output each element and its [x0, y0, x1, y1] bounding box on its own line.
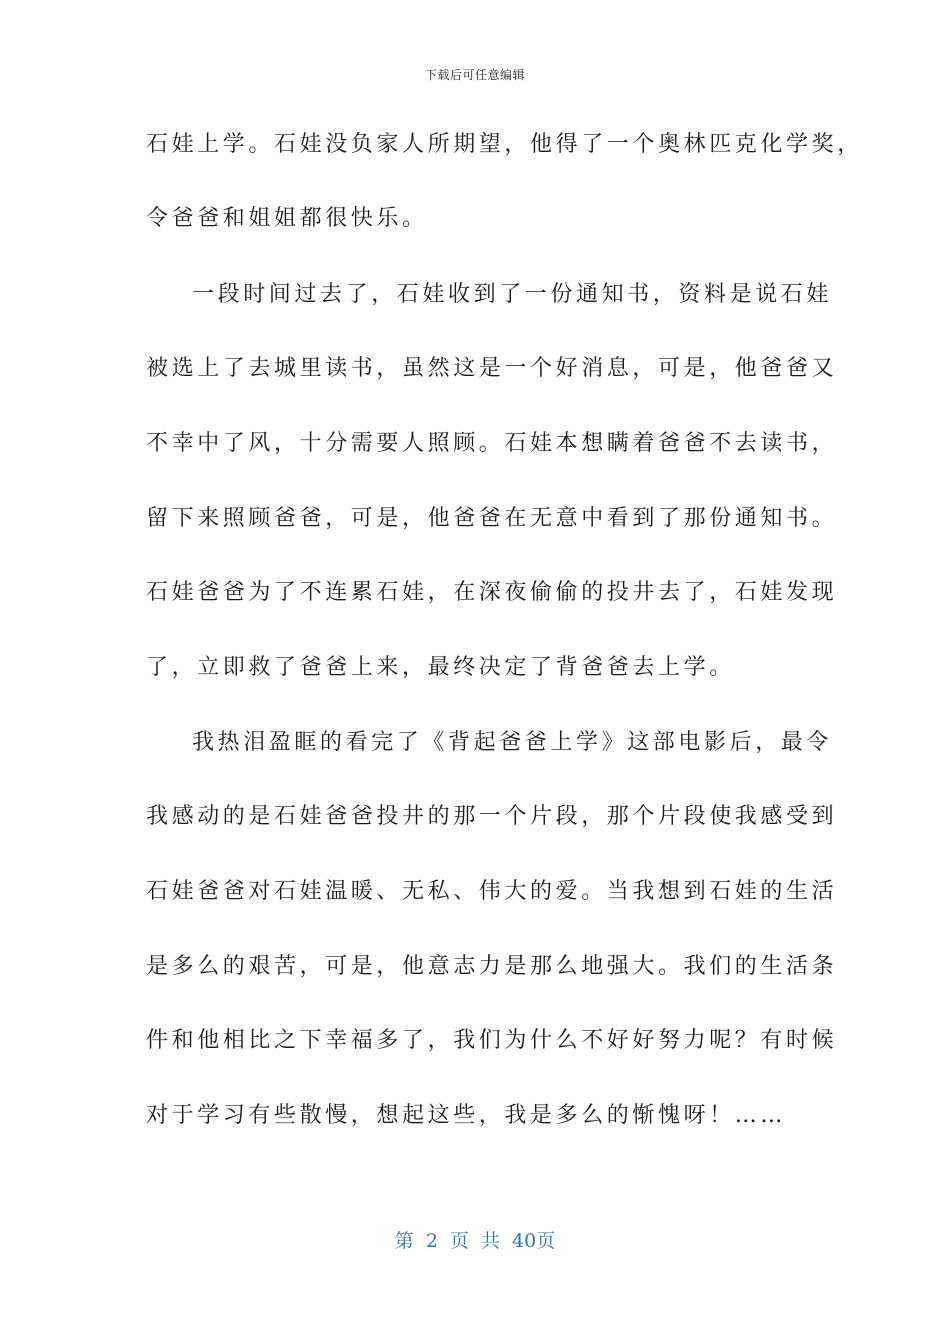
body-line-8: 了，立即救了爸爸上来，最终决定了背爸爸去上学。	[146, 655, 735, 680]
body-line-14: 对于学习有些散慢，想起这些，我是多么的惭愧呀！……	[146, 1103, 787, 1128]
body-line-2: 令爸爸和姐姐都很快乐。	[146, 206, 428, 231]
body-line-4: 被选上了去城里读书，虽然这是一个好消息，可是，他爸爸又	[146, 356, 838, 381]
body-line-3: 一段时间过去了，石娃收到了一份通知书，资料是说石娃	[192, 282, 833, 307]
page-header: 下载后可任意编辑	[424, 68, 525, 82]
body-line-10: 我感动的是石娃爸爸投井的那一个片段，那个片段使我感受到	[146, 804, 838, 829]
page-number-footer: 第 2 页 共 40页	[394, 1230, 556, 1252]
body-line-13: 件和他相比之下幸福多了，我们为什么不好好努力呢？有时候	[146, 1028, 838, 1053]
body-line-9: 我热泪盈眶的看完了《背起爸爸上学》这部电影后，最令	[192, 730, 833, 755]
body-line-6: 留下来照顾爸爸，可是，他爸爸在无意中看到了那份通知书。	[146, 506, 838, 531]
body-line-1: 石娃上学。石娃没负家人所期望，他得了一个奥林匹克化学奖，	[146, 132, 863, 157]
body-line-5: 不幸中了风，十分需要人照顾。石娃本想瞒着爸爸不去读书，	[146, 431, 838, 456]
body-line-7: 石娃爸爸为了不连累石娃，在深夜偷偷的投井去了，石娃发现	[146, 580, 838, 605]
body-line-12: 是多么的艰苦，可是，他意志力是那么地强大。我们的生活条	[146, 954, 838, 979]
body-line-11: 石娃爸爸对石娃温暖、无私、伟大的爱。当我想到石娃的生活	[146, 879, 838, 904]
